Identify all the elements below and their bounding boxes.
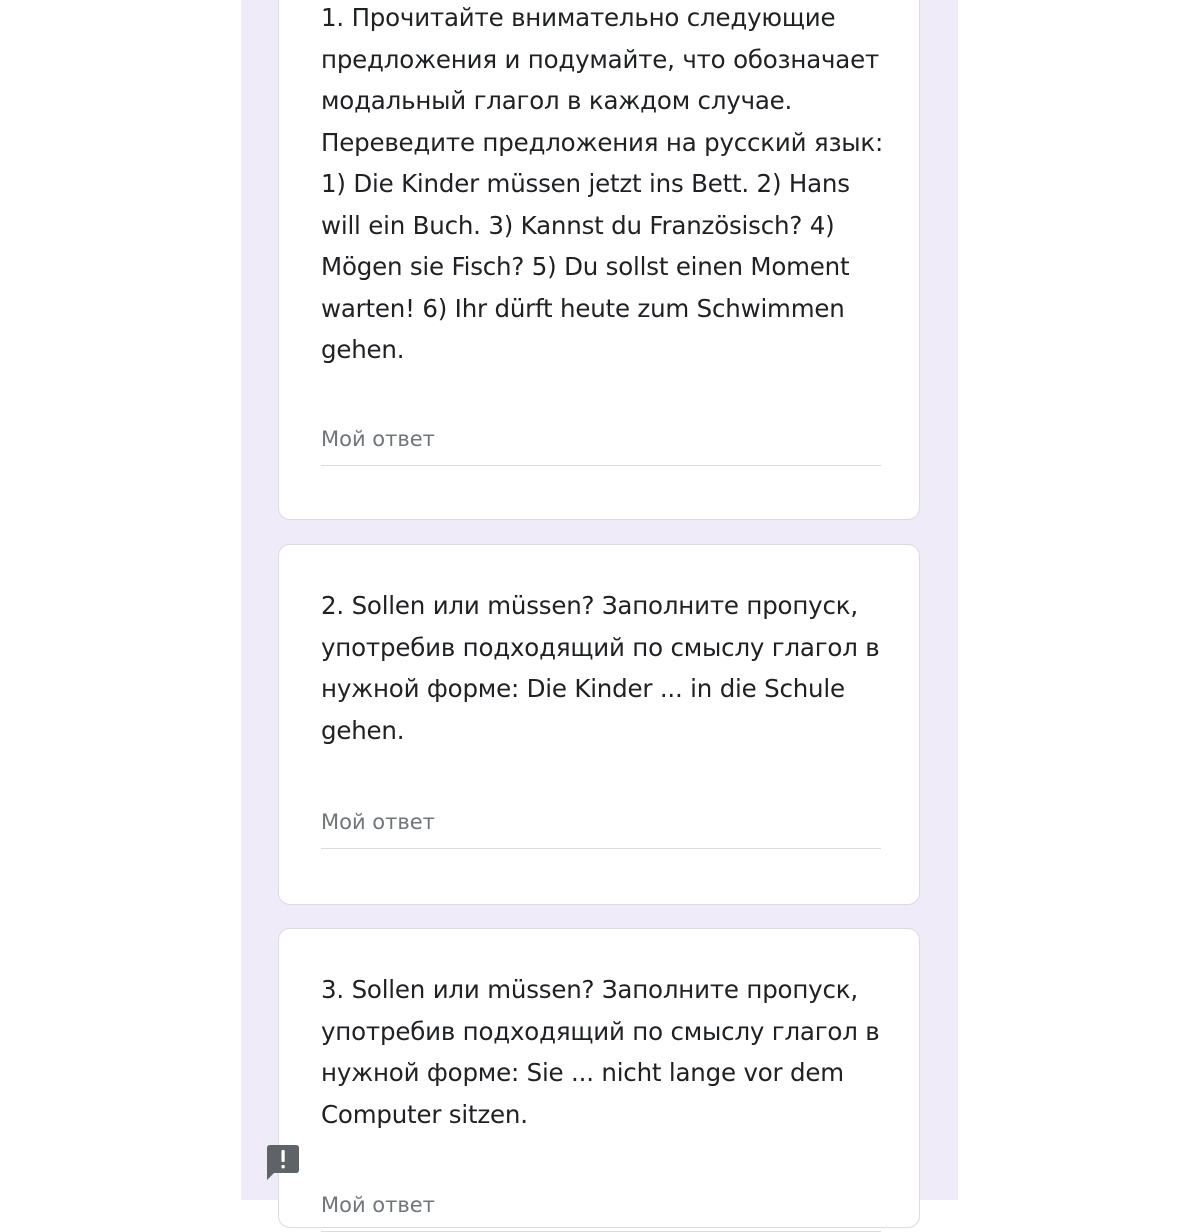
report-problem-button[interactable]: [264, 1143, 302, 1181]
answer-input-3[interactable]: [321, 1191, 881, 1232]
answer-placeholder-2: Мой ответ: [321, 810, 435, 834]
question-card-3: [278, 928, 920, 1228]
question-3-text: 3. Sollen или müssen? Заполните пропуск, употребив подходящий по смыслу глагол в нужной форме: Sie ... nicht lange vor dem Computer sitzen.: [321, 975, 880, 1129]
question-card-2: [278, 544, 920, 905]
question-2-text: 2. Sollen или müssen? Заполните пропуск, употребив подходящий по смыслу глагол в нужной форме: Die Kinder ... in die Schule gehen.: [321, 591, 880, 745]
answer-input-2[interactable]: [321, 808, 881, 849]
answer-placeholder-3: Мой ответ: [321, 1193, 435, 1217]
report-problem-icon: [264, 1143, 302, 1181]
question-1-text: 1. Прочитайте внимательно следующие предложения и подумайте, что обозначает модальный глагол в каждом случае. Переведите предложения на русский язык: 1) Die Kinder müssen jetzt ins Bett. 2) Hans will ein Buch. 3) Kannst du Französisch? 4) Mögen sie Fisch? 5) Du sollst einen Moment warten! 6) Ihr dürft heute zum Schwimmen gehen.: [321, 3, 884, 364]
question-card-1: [278, 0, 920, 520]
answer-input-1[interactable]: [321, 425, 881, 466]
answer-placeholder-1: Мой ответ: [321, 427, 435, 451]
